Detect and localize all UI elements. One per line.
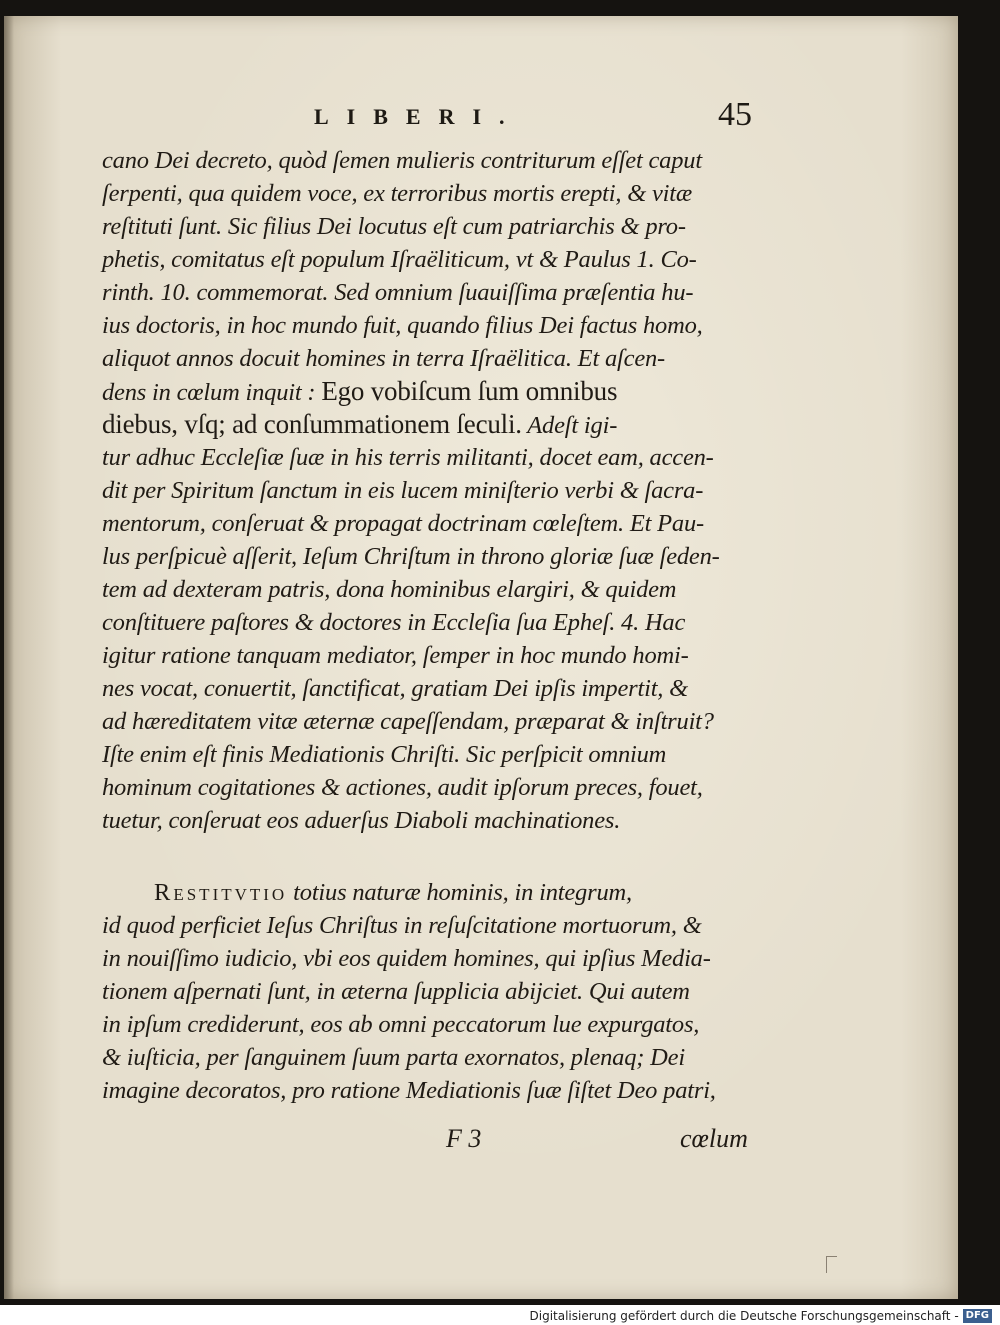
text-line: tionem aſpernati ſunt, in æterna ſupplicia abijciet. Qui autem [102,978,690,1005]
running-head: LIBERI. [314,104,523,129]
text-line: in ipſum crediderunt, eos ab omni peccatorum lue expurgatos, [102,1011,700,1038]
text-line: id quod perficiet Ieſus Chriſtus in reſuſcitatione mortuorum, & [102,912,702,939]
text-line-with-quote [102,408,762,441]
text-line: in nouiſſimo iudicio, vbi eos quidem homines, qui ipſius Media- [102,945,711,972]
text-line: tem ad dexteram patris, dona hominibus elargiri, & quidem [102,576,677,603]
signature-mark: F 3 [446,1124,482,1153]
text-line: cano Dei decreto, quòd ſemen mulieris contriturum eſſet caput [102,147,702,174]
text-line: aliquot annos docuit homines in terra Iſraëlitica. Et aſcen- [102,345,665,372]
text-block [102,144,762,1107]
paragraph-first-text: totius naturæ hominis, in integrum, [293,879,632,906]
text-line: & iuſticia, per ſanguinem ſuum parta exornatos, plenaq; Dei [102,1044,685,1071]
paragraph-lead-word: Restitvtio [154,879,288,906]
text-line: tur adhuc Eccleſiæ ſuæ in his terris militanti, docet eam, accen- [102,444,714,471]
text-line: tuetur, conſeruat eos aduerſus Diaboli machinationes. [102,807,621,834]
credit-text: Digitalisierung gefördert durch die Deutsche Forschungsgemeinschaft - [529,1308,959,1323]
text-line: conſtituere paſtores & doctores in Eccleſia ſua Epheſ. 4. Hac [102,609,686,636]
text-line: phetis, comitatus eſt populum Iſraëliticum, vt & Paulus 1. Co- [102,246,697,273]
text-line-with-quote [102,375,762,408]
text-line: mentorum, conſeruat & propagat doctrinam cœleſtem. Et Pau- [102,510,704,537]
text-line: rinth. 10. commemorat. Sed omnium ſuauiſſima præſentia hu- [102,279,694,306]
text-line: ius doctoris, in hoc mundo fuit, quando filius Dei factus homo, [102,312,703,339]
text-line: dit per Spiritum ſanctum in eis lucem miniſterio verbi & ſacra- [102,477,704,504]
page-number: 45 [718,96,752,133]
quote-intro: dens in cœlum inquit : [102,379,316,406]
text-line: igitur ratione tanquam mediator, ſemper in hoc mundo homi- [102,642,689,669]
pencil-mark [826,1256,837,1273]
text-line: hominum cogitationes & actiones, audit ipſorum preces, fouet, [102,774,703,801]
paragraph-gap [102,837,762,876]
quote-text: diebus, vſq; ad conſummationem ſeculi. [102,409,522,439]
paragraph-first-line [102,876,762,909]
text-line: ad hæreditatem vitæ æternæ capeſſendam, præparat & inſtruit? [102,708,714,735]
text-line: imagine decoratos, pro ratione Mediationis ſuæ ſiſtet Deo patri, [102,1077,716,1104]
dfg-logo: DFG [963,1309,992,1323]
digitization-credit [530,1306,993,1325]
text-line: nes vocat, conuertit, ſanctificat, gratiam Dei ipſis impertit, & [102,675,689,702]
text-line: lus perſpicuè aſſerit, Ieſum Chriſtum in throno gloriæ ſuæ ſeden- [102,543,720,570]
text-line: ſerpenti, qua quidem voce, ex terroribus mortis erepti, & vitæ [102,180,693,207]
text-line: Iſte enim eſt finis Mediationis Chriſti. Sic perſpicit omnium [102,741,667,768]
catchword: cœlum [680,1124,748,1153]
book-page [4,16,958,1299]
text-line: reſtituti ſunt. Sic filius Dei locutus eſt cum patriarchis & pro- [102,213,686,240]
quote-text: Ego vobiſcum ſum omnibus [321,376,618,406]
page-spine-shadow [4,16,14,1299]
quote-tail: Adeſt igi- [527,412,618,439]
